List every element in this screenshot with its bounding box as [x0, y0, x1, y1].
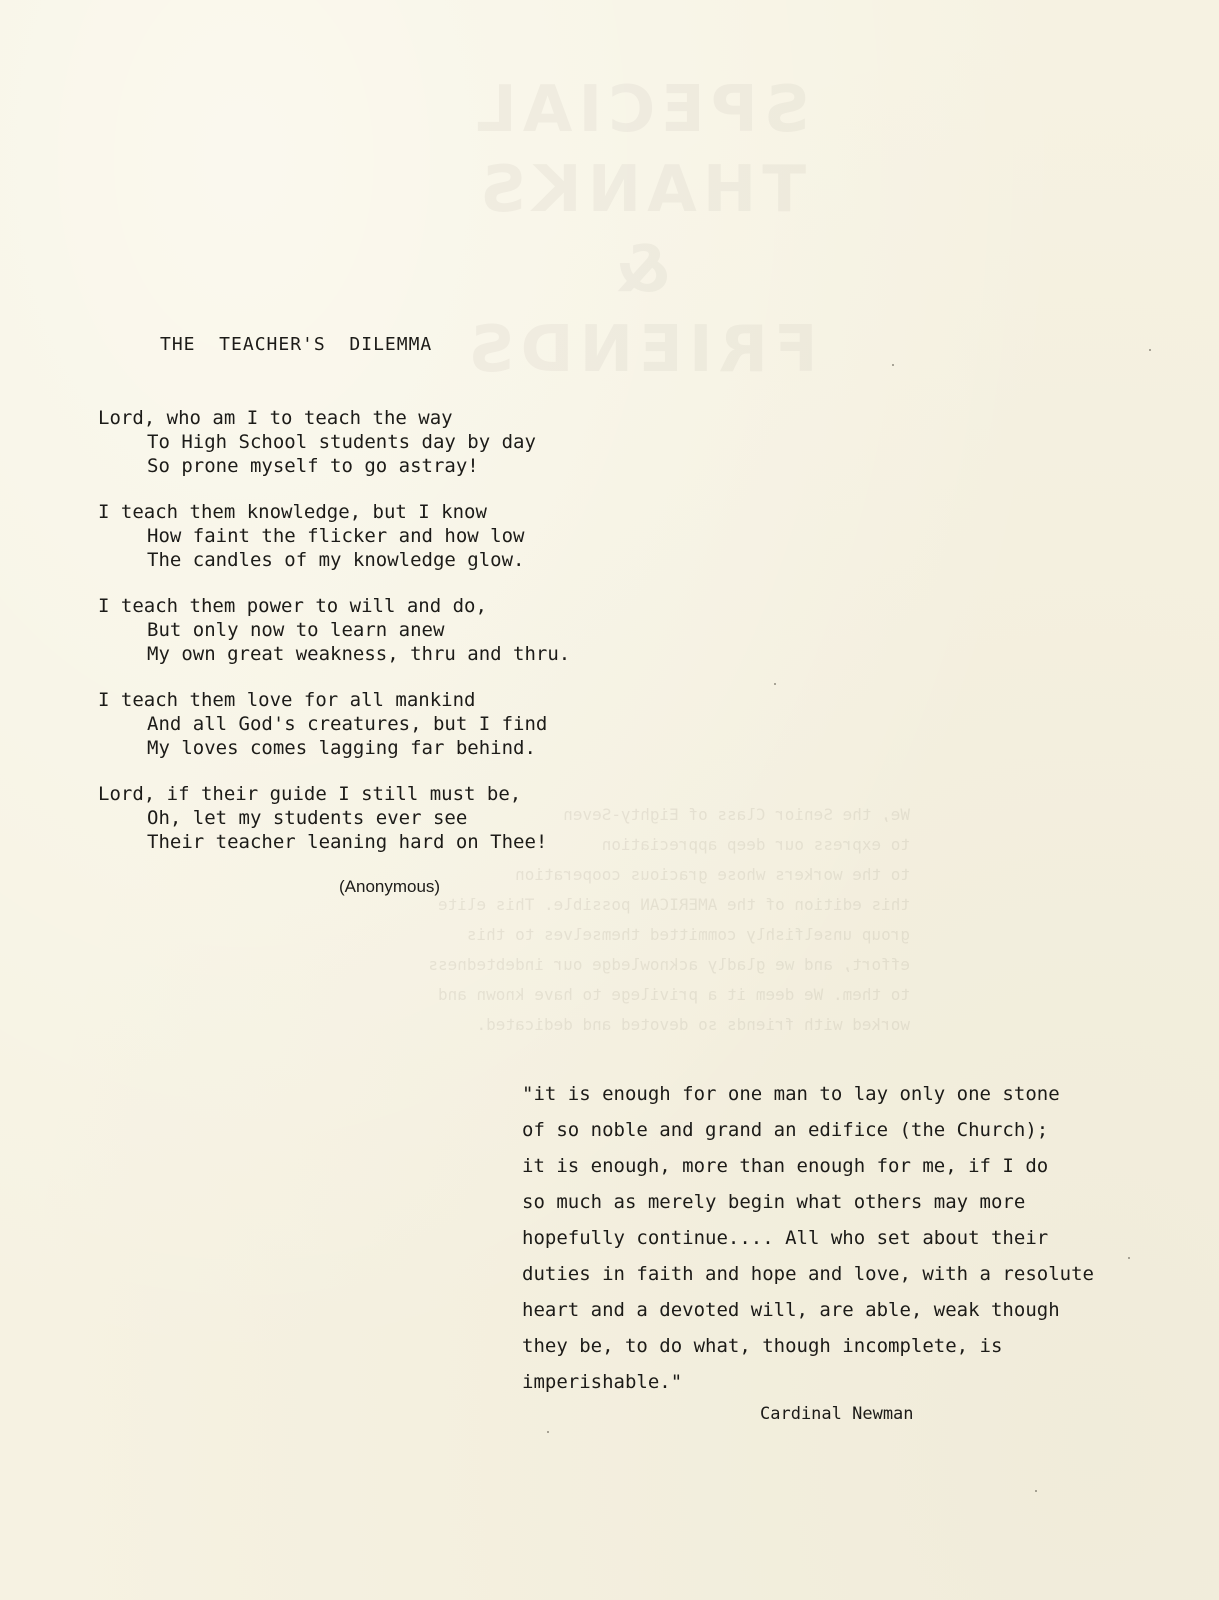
poem-stanza	[98, 406, 658, 478]
quote-line: so much as merely begin what others may more	[522, 1191, 1026, 1213]
quote-line: heart and a devoted will, are able, weak though	[522, 1299, 1060, 1321]
poem-attribution: (Anonymous)	[339, 877, 441, 896]
paper-speck	[1035, 1490, 1037, 1492]
poem-body	[98, 406, 658, 876]
newman-quote	[522, 1076, 1142, 1400]
poem-stanza	[98, 500, 658, 572]
bleed-title-line: SPECIAL THANKS	[470, 73, 810, 227]
quote-line: of so noble and grand an edifice (the Church);	[522, 1119, 1049, 1141]
quote-line: it is enough, more than enough for me, if I do	[522, 1155, 1049, 1177]
poem-stanza	[98, 688, 658, 760]
bleed-body-line: this edition of the AMERICAN possible. This elite	[437, 895, 910, 914]
paper-speck	[1128, 1257, 1130, 1259]
poem-line: So prone myself to go astray!	[147, 455, 479, 477]
poem-line: My loves comes lagging far behind.	[147, 737, 536, 759]
poem-title: THE TEACHER'S DILEMMA	[160, 334, 433, 355]
poem-line: And all God's creatures, but I find	[147, 713, 548, 735]
bleed-title-line: FRIENDS	[462, 313, 818, 387]
bleed-body-line: group unselfishly committed themselves to this	[466, 925, 910, 944]
quote-line: hopefully continue.... All who set about their	[522, 1227, 1049, 1249]
poem-line: But only now to learn anew	[147, 619, 445, 641]
bleed-body-line: worked with friends so devoted and dedicated.	[476, 1015, 910, 1034]
quote-line: they be, to do what, though incomplete, is	[522, 1335, 1003, 1357]
bleed-body-line: to the workers whose gracious cooperation	[515, 865, 910, 884]
paper-speck	[547, 1431, 549, 1433]
bleed-body-line: effort, and we gladly acknowledge our indebtedness	[428, 955, 910, 974]
poem-line: I teach them knowledge, but I know	[98, 501, 487, 523]
bleed-body-line: We, the Senior Class of Eighty-Seven	[563, 805, 910, 824]
paper-speck	[892, 364, 894, 366]
poem-line: Their teacher leaning hard on Thee!	[147, 831, 548, 853]
bleed-body-line: to express our deep appreciation	[601, 835, 910, 854]
bleed-title-line: &	[609, 233, 671, 307]
poem-line: My own great weakness, thru and thru.	[147, 643, 571, 665]
poem-line: Lord, if their guide I still must be,	[98, 783, 522, 805]
paper-speck	[774, 683, 776, 685]
quote-line: "it is enough for one man to lay only one stone	[522, 1083, 1060, 1105]
poem-line: Oh, let my students ever see	[147, 807, 468, 829]
quote-author: Cardinal Newman	[760, 1404, 914, 1424]
quote-line: imperishable."	[522, 1371, 683, 1393]
bleed-body-line: to them. We deem it a privilege to have known and	[437, 985, 910, 1004]
poem-line: How faint the flicker and how low	[147, 525, 525, 547]
poem-line: I teach them love for all mankind	[98, 689, 476, 711]
poem-line: I teach them power to will and do,	[98, 595, 487, 617]
paper-speck	[1149, 349, 1151, 351]
poem-stanza	[98, 594, 658, 666]
quote-line: duties in faith and hope and love, with a resolute	[522, 1263, 1094, 1285]
poem-line: The candles of my knowledge glow.	[147, 549, 525, 571]
poem-line: Lord, who am I to teach the way	[98, 407, 453, 429]
poem-line: To High School students day by day	[147, 431, 536, 453]
poem-stanza	[98, 782, 658, 854]
